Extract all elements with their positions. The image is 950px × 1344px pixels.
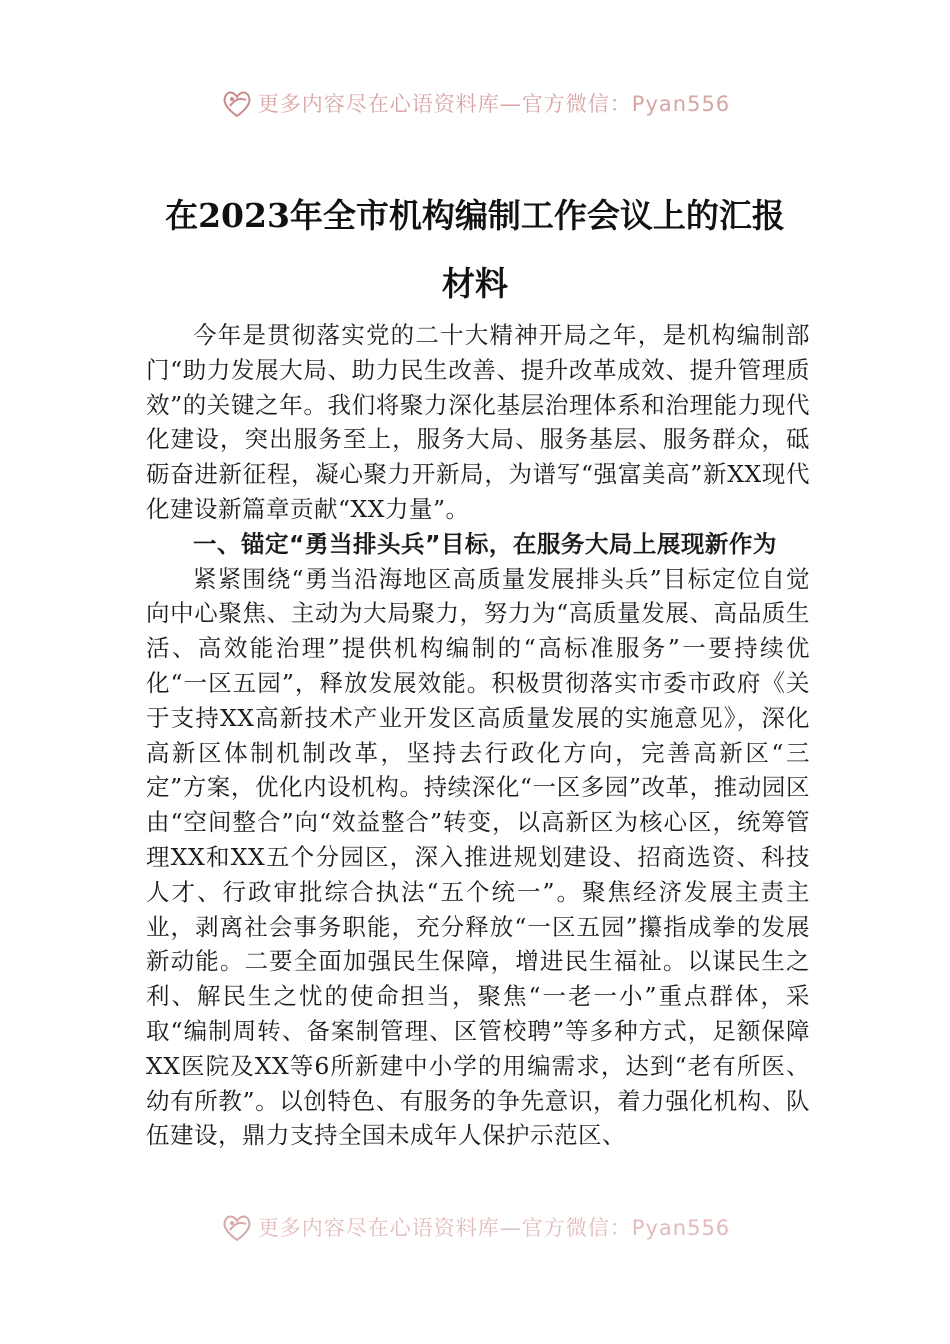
heart-logo-icon — [220, 86, 254, 120]
intro-paragraph: 今年是贯彻落实党的二十大精神开局之年，是机构编制部门“助力发展大局、助力民生改善、提升改革成效、提升管理质效”的关键之年。我们将聚力深化基层治理体系和治理能力现代化建设，突出服务至上，服务大局、服务基层、服务群众，砥砺奋进新征程，凝心聚力开新局，为谱写“强富美高”新XX现代化建设新篇章贡献“XX力量”。 — [146, 321, 810, 523]
watermark-top — [0, 86, 950, 120]
section-heading: 一、锚定“勇当排头兵”目标，在服务大局上展现新作为 — [193, 529, 777, 558]
watermark-text: 更多内容尽在心语资料库—官方微信：Pyan556 — [257, 1216, 731, 1240]
document-title-line1: 在2023年全市机构编制工作会议上的汇报 — [165, 196, 785, 235]
heart-logo-icon — [220, 1210, 254, 1244]
watermark-text: 更多内容尽在心语资料库—官方微信：Pyan556 — [257, 92, 731, 116]
document-title-line2: 材料 — [442, 264, 508, 303]
section-paragraph: 紧紧围绕“勇当沿海地区高质量发展排头兵”目标定位自觉向中心聚焦、主动为大局聚力，努力为“高质量发展、高品质生活、高效能治理”提供机构编制的“高标准服务”一要持续优化“一区五园”，释放发展效能。积极贯彻落实市委市政府《关于支持XX高新技术产业开发区高质量发展的实施意见》，深化高新区体制机制改革，坚持去行政化方向，完善高新区“三定”方案，优化内设机构。持续深化“一区多园”改革，推动园区由“空间整合”向“效益整合”转变，以高新区为核心区，统筹管理XX和XX五个分园区，深入推进规划建设、招商选资、科技人才、行政审批综合执法“五个统一”。聚焦经济发展主责主业，剥离社会事务职能，充分释放“一区五园”攥指成拳的发展新动能。二要全面加强民生保障，增进民生福祉。以谋民生之利、解民生之忧的使命担当，聚焦“一老一小”重点群体，采取“编制周转、备案制管理、区管校聘”等多种方式，足额保障XX医院及XX等6所新建中小学的用编需求，达到“老有所医、幼有所教”。以创特色、有服务的争先意识，着力强化机构、队伍建设，鼎力支持全国未成年人保护示范区、 — [146, 564, 810, 1150]
watermark-bottom — [0, 1210, 950, 1244]
document-body — [146, 318, 810, 1153]
